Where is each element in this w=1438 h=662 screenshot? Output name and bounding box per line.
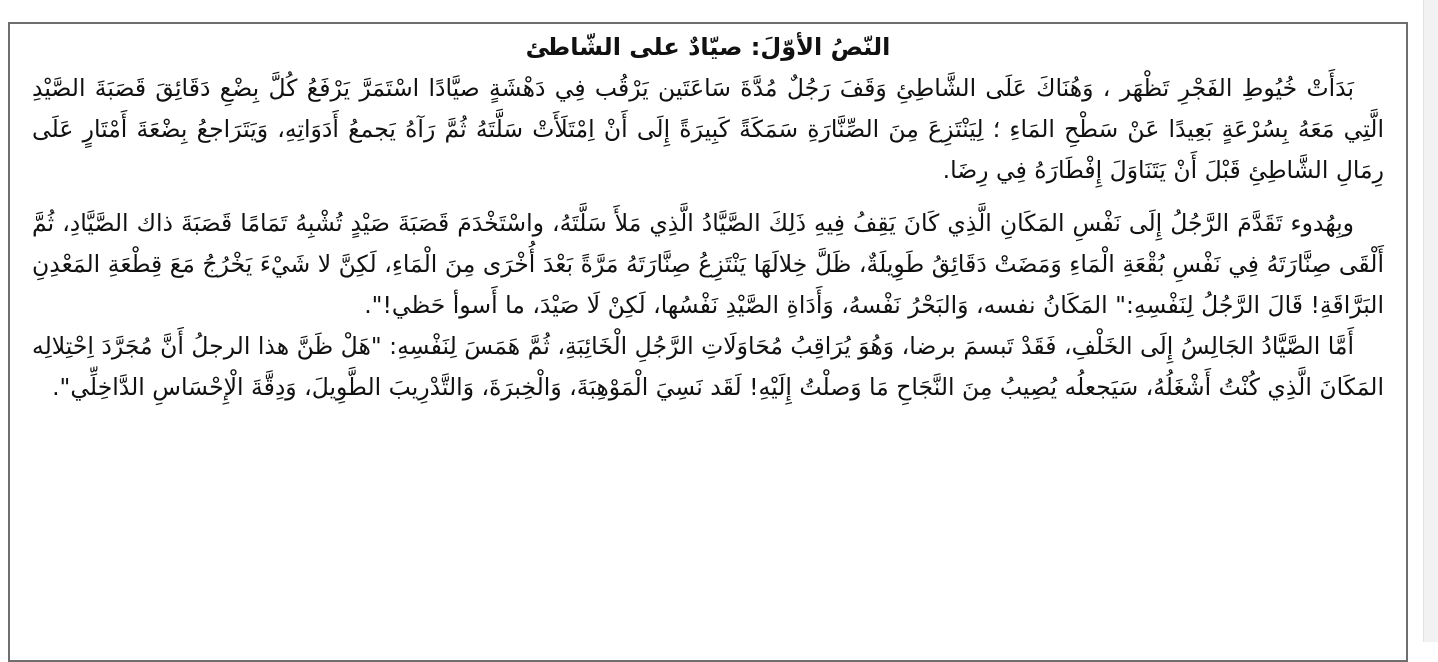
text-box bbox=[8, 22, 1408, 662]
paragraph-3: أَمَّا الصَّيَّادُ الجَالِسُ إِلَى الخَلْفِ، فَقَدْ تَبسمَ برضا، وَهُوَ يُرَاقِبُ مُحَاوَلَاتِ الرَّجُلِ الْخَائِبَةِ، ثُمَّ هَمَسَ لِنَفْسِهِ: "هَلْ ظَنَّ هذا الرجلُ أَنَّ مُجَرَّدَ اِحْتِلالِه المَكَانَ الَّذِي كُنْتُ أَشْغَلُهُ، سَيَجعلُه يُصِيبُ مِنَ النَّجَاحِ مَا وَصلْتُ إِلَيْهِ! لَقَد نَسِيَ الْمَوْهِبَةَ، وَالْخِبرَةَ، وَالتَّدْرِيبَ الطَّوِيلَ، وَدِقَّةَ الْإِحْسَاسِ الدَّاخِلِّي". bbox=[32, 332, 1384, 401]
passage-title: النّصُ الأوّلَ: صيّادٌ على الشّاطئ bbox=[525, 33, 891, 61]
paragraph-2: وبِهُدوء تَقَدَّمَ الرَّجُلُ إِلَى نَفْسِ المَكَانِ الَّذِي كَانَ يَقِفُ فِيهِ ذَلِكَ الصَّيَّادُ الَّذِي مَلأَ سَلَّتَهُ، واسْتَخْدَمَ قَصَبَةَ صَيْدٍ تُشْبِهُ تَمَامًا قَصَبَةَ ذاك الصَّيَّادِ، ثُمَّ أَلْقَى صِنَّارَتَهُ فِي نَفْسِ بُقْعَةِ الْمَاءِ وَمَضَتْ دَقَائِقُ طَوِيلَةٌ، ظَلَّ خِلالَهَا يَنْتَزِعُ صِنَّارَتَهُ مَرَّةً بَعْدَ أُخْرَى مِنَ الْمَاءِ، لَكِنَّ لا شَيْءَ يَخْرُجُ مَعَ قِطْعَةِ المَعْدِنِ البَرَّاقَةِ! قَالَ الرَّجُلُ لِنَفْسِهِ:" المَكَانُ نفسه، وَالبَحْرُ نَفْسهُ، وَأَدَاةِ الصَّيْدِ نَفْسُها، لَكِنْ لَا صَيْدَ، ما أَسوأ حَظي!". bbox=[32, 209, 1384, 319]
text-content bbox=[32, 30, 1384, 408]
paragraph-1: بَدَأَتْ خُيُوطِ الفَجْرِ تَظْهَر ، وَهُنَاكَ عَلَى الشَّاطِئِ وَقَفَ رَجُلٌ مُدَّةَ سَاعَتَين يَرْقُب فِي دَهْشَةٍ صيَّادًا اسْتَمَرَّ يَرْفَعُ كُلَّ بِضْعِ دَقَائِقَ قَصَبَةَ الصَّيْدِ الَّتِي مَعَهُ بِسُرْعَةٍ بَعِيدًا عَنْ سَطْحِ المَاءِ ؛ لِيَنْتَزِعَ مِنَ الصِّنَّارَةِ سَمَكَةً كَبِيرَةً إِلَى أَنْ اِمْتَلَأَتْ سَلَّتَهُ ثُمَّ رَآهُ يَجمعُ أَدَوَاتِهِ، وَيَتَرَاجعُ بِضْعَةَ أَمْتَارٍ عَلَى رِمَالِ الشَّاطِئِ قَبْلَ أَنْ يَتَنَاوَلَ إِفْطَارَهُ فِي رِضَا. bbox=[32, 74, 1384, 184]
page-edge bbox=[1423, 0, 1438, 642]
